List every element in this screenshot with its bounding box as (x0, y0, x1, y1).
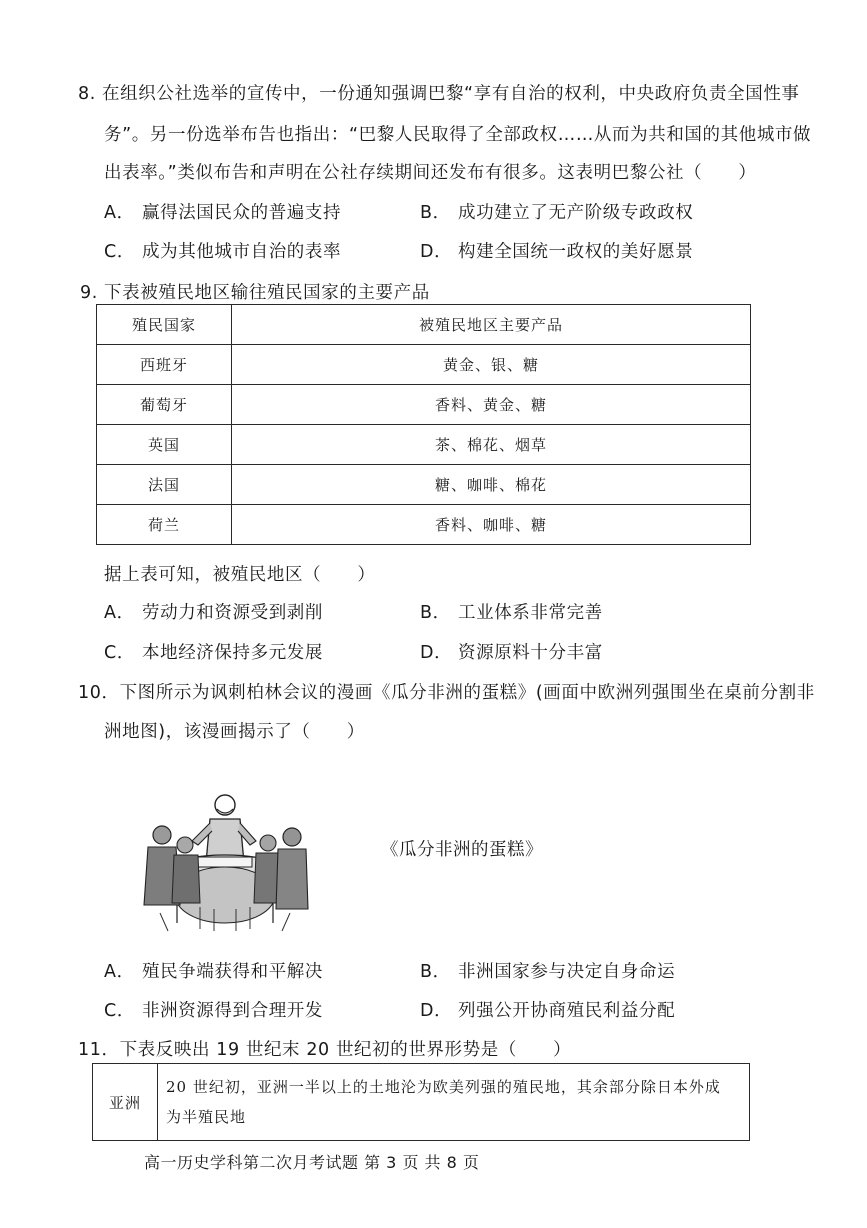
table-cell-country: 葡萄牙 (97, 385, 232, 425)
table-cell-region: 亚洲 (93, 1064, 158, 1141)
q9-colony-table (96, 304, 751, 545)
option-text: 赢得法国民众的普遍支持 (142, 203, 342, 223)
table-cell-country: 荷兰 (97, 505, 232, 545)
description-line: 20 世纪初，亚洲一半以上的土地沦为欧美列强的殖民地，其余部分除日本外成 (166, 1078, 721, 1096)
q8-option-d[interactable] (420, 238, 693, 263)
q10-option-d[interactable] (420, 997, 675, 1022)
table-row (93, 1064, 750, 1141)
table-cell-products: 糖、咖啡、棉花 (232, 465, 751, 505)
option-key: D． (420, 1001, 453, 1021)
option-key: C． (104, 242, 135, 262)
option-text: 非洲国家参与决定自身命运 (458, 962, 676, 982)
q8-stem-line1: 8. 在组织公社选举的宣传中，一份通知强调巴黎“享有自治的权利，中央政府负责全国性事 (78, 84, 800, 104)
option-text: 非洲资源得到合理开发 (142, 1001, 323, 1021)
option-key: A． (104, 962, 135, 982)
q10-option-b[interactable] (420, 958, 675, 983)
table-row (97, 505, 751, 545)
table-cell-products: 黄金、银、糖 (232, 345, 751, 385)
table-cell-products: 香料、黄金、糖 (232, 385, 751, 425)
option-text: 资源原料十分丰富 (458, 643, 603, 663)
description-line: 为半殖民地 (166, 1108, 247, 1126)
option-text: 本地经济保持多元发展 (142, 643, 323, 663)
table-cell-products: 香料、咖啡、糖 (232, 505, 751, 545)
q9-option-b[interactable] (420, 599, 603, 624)
option-text: 劳动力和资源受到剥削 (142, 603, 323, 623)
cartoon-caption: 《瓜分非洲的蛋糕》 (381, 840, 543, 860)
table-header-cell: 殖民国家 (97, 305, 232, 345)
table-header-row (97, 305, 751, 345)
q10-option-c[interactable] (104, 997, 323, 1022)
option-text: 殖民争端获得和平解决 (142, 962, 323, 982)
q10-stem-line1: 10．下图所示为讽刺柏林会议的漫画《瓜分非洲的蛋糕》(画面中欧洲列强围坐在桌前分割非 (78, 683, 815, 703)
q8-option-b[interactable] (420, 199, 693, 224)
table-cell-country: 法国 (97, 465, 232, 505)
option-key: A． (104, 203, 135, 223)
q8-stem-line3: 出表率。”类似布告和声明在公社存续期间还发布有很多。这表明巴黎公社（ ） (104, 163, 757, 183)
q10-stem-line2: 洲地图)，该漫画揭示了（ ） (104, 722, 365, 742)
option-key: B． (420, 603, 451, 623)
option-key: D． (420, 242, 453, 262)
q11-stem: 11．下表反映出 19 世纪末 20 世纪初的世界形势是（ ） (78, 1040, 572, 1060)
option-key: A． (104, 603, 135, 623)
table-header-cell: 被殖民地区主要产品 (232, 305, 751, 345)
q11-table (92, 1063, 750, 1141)
q8-option-c[interactable] (104, 238, 341, 263)
option-text: 工业体系非常完善 (458, 603, 603, 623)
table-row (97, 345, 751, 385)
berlin-conference-cartoon (140, 783, 310, 933)
table-row (97, 465, 751, 505)
option-key: B． (420, 962, 451, 982)
table-cell-country: 西班牙 (97, 345, 232, 385)
q9-option-d[interactable] (420, 639, 603, 664)
option-text: 构建全国统一政权的美好愿景 (458, 242, 694, 262)
q9-after-table: 据上表可知，被殖民地区（ ） (104, 565, 376, 585)
table-cell-description (158, 1064, 750, 1141)
q9-stem: 9. 下表被殖民地区输往殖民国家的主要产品 (80, 283, 430, 303)
option-text: 成功建立了无产阶级专政政权 (458, 203, 694, 223)
table-cell-products: 茶、棉花、烟草 (232, 425, 751, 465)
option-key: C． (104, 1001, 135, 1021)
option-key: B． (420, 203, 451, 223)
option-key: D． (420, 643, 453, 663)
q8-stem-line2: 务”。另一份选举布告也指出：“巴黎人民取得了全部政权……从而为共和国的其他城市做 (104, 125, 812, 145)
q8-option-a[interactable] (104, 199, 341, 224)
option-text: 列强公开协商殖民利益分配 (458, 1001, 676, 1021)
q9-option-c[interactable] (104, 639, 323, 664)
q9-option-a[interactable] (104, 599, 323, 624)
option-text: 成为其他城市自治的表率 (142, 242, 342, 262)
table-row (97, 425, 751, 465)
page-footer: 高一历史学科第二次月考试题 第 3 页 共 8 页 (144, 1153, 480, 1172)
table-cell-country: 英国 (97, 425, 232, 465)
option-key: C． (104, 643, 135, 663)
q10-option-a[interactable] (104, 958, 323, 983)
table-row (97, 385, 751, 425)
